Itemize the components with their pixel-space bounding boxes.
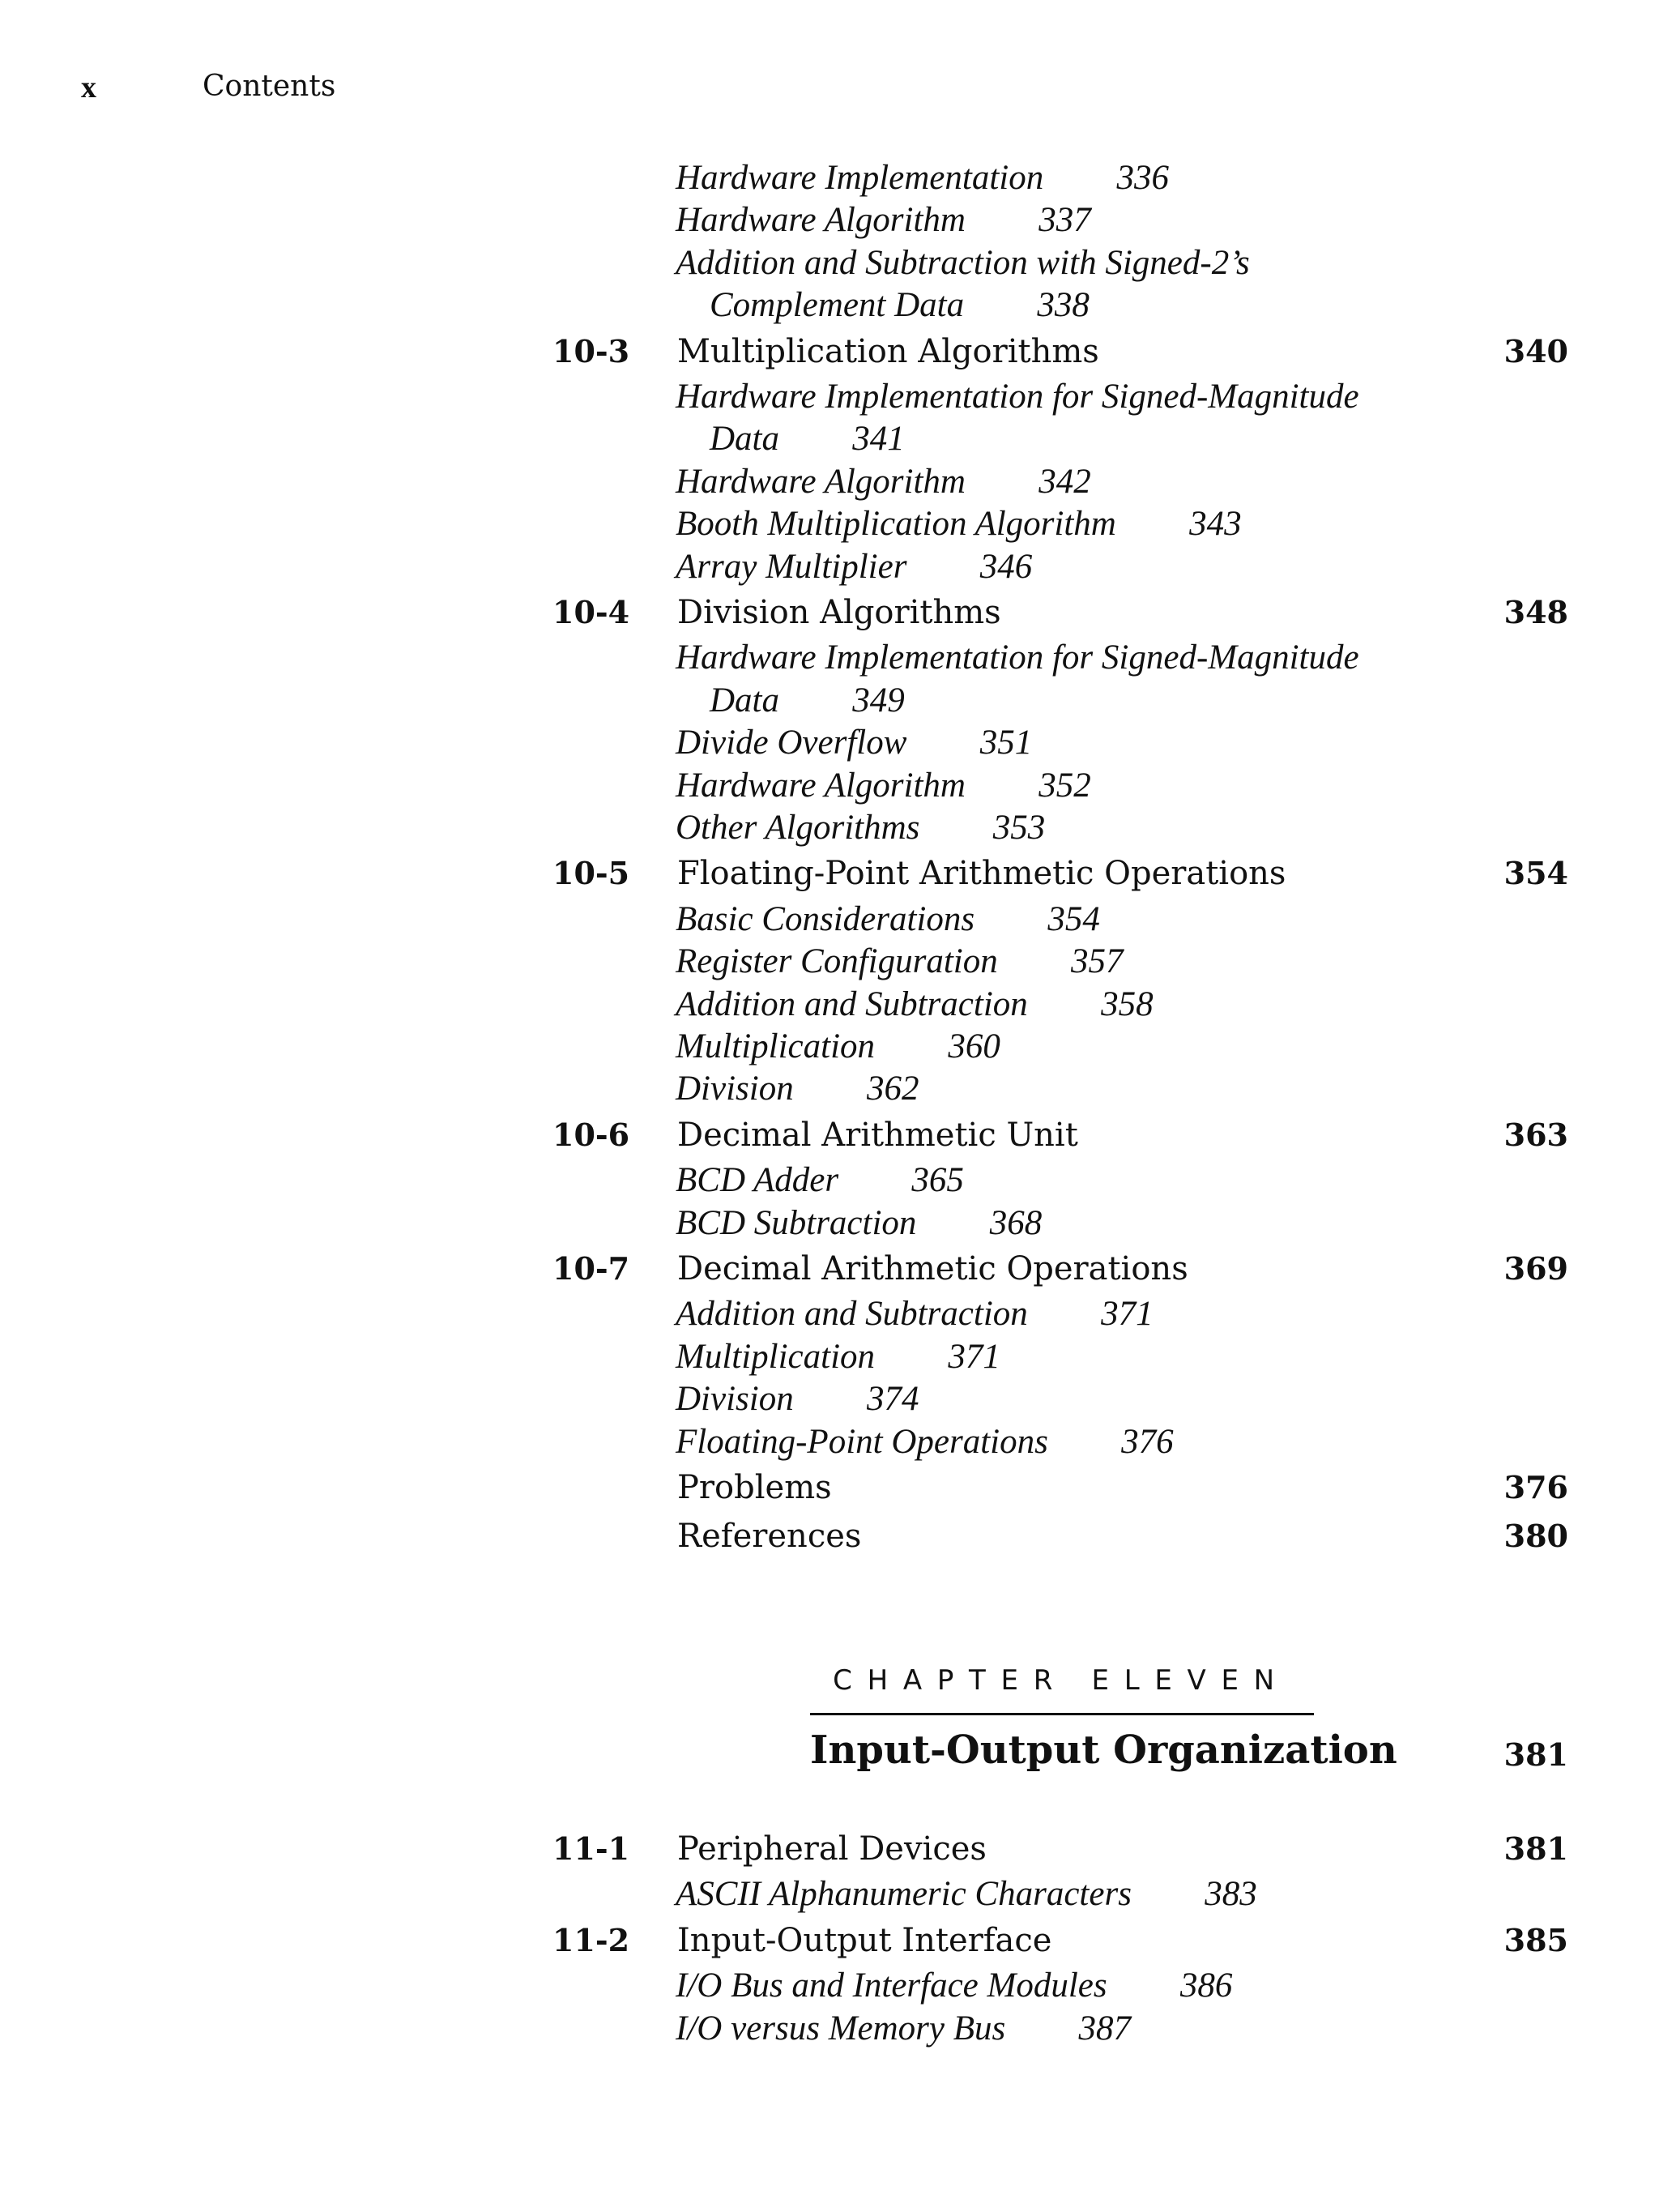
subsection-title: Booth Multiplication Algorithm [676, 505, 1116, 544]
chapter-label: CHAPTER ELEVEN [833, 1664, 1290, 1697]
subsection-page-number: 336 [1116, 159, 1170, 197]
subsection-entry [676, 1293, 1154, 1335]
subsection-title: Multiplication [676, 1027, 876, 1065]
section-number: 10-5 [552, 855, 630, 892]
subsection-entry [676, 1068, 919, 1110]
section-page-number: 369 [1503, 1250, 1568, 1287]
subsection-entry [676, 199, 1091, 241]
subsection-entry [676, 637, 1359, 679]
subsection-entry [676, 1026, 1000, 1068]
subsection-title: BCD Subtraction [676, 1203, 917, 1242]
subsection-entry [676, 1378, 919, 1420]
section-number: 11-1 [552, 1830, 630, 1867]
subsection-title: Data [710, 420, 779, 459]
subsection-title: Hardware Implementation [676, 159, 1044, 197]
subsection-title: Addition and Subtraction [676, 1295, 1028, 1334]
subsection-page-number: 351 [979, 724, 1033, 762]
subsection-page-number: 371 [1101, 1295, 1154, 1334]
subsection-entry [676, 546, 1032, 588]
chapter-title: Input-Output Organization [810, 1727, 1397, 1773]
subsection-entry [676, 984, 1154, 1026]
subsection-entry [710, 284, 1090, 327]
subsection-page-number: 386 [1179, 1966, 1233, 2005]
section-title: Multiplication Algorithms [677, 332, 1099, 370]
subsection-page-number: 362 [867, 1070, 919, 1108]
subsection-page-number: 357 [1071, 942, 1124, 981]
subsection-page-number: 368 [989, 1203, 1043, 1242]
subsection-title: I/O versus Memory Bus [676, 2009, 1006, 2048]
subsection-entry [676, 941, 1124, 983]
section-title: Peripheral Devices [677, 1830, 987, 1868]
subsection-page-number: 337 [1038, 201, 1091, 240]
subsection-title: Multiplication [676, 1337, 876, 1376]
section-title: Decimal Arithmetic Unit [677, 1116, 1078, 1154]
subsection-page-number: 341 [852, 420, 905, 459]
subsection-title: Hardware Implementation for Signed-Magnitude [676, 638, 1359, 677]
subsection-title: Hardware Algorithm [676, 462, 966, 501]
section-number: 10-3 [552, 332, 630, 369]
subsection-title: I/O Bus and Interface Modules [676, 1966, 1107, 2005]
section-title: Floating-Point Arithmetic Operations [677, 855, 1286, 893]
subsection-entry [676, 1202, 1042, 1245]
subsection-title: Complement Data [710, 286, 965, 325]
subsection-title: Floating-Point Operations [676, 1422, 1048, 1461]
page-number-roman: x [81, 70, 96, 105]
subsection-title: Data [710, 681, 779, 720]
section-page-number: 376 [1503, 1469, 1568, 1505]
subsection-entry [676, 1421, 1174, 1463]
section-number: 11-2 [552, 1921, 630, 1958]
section-title: Input-Output Interface [677, 1921, 1052, 1959]
subsection-page-number: 349 [852, 681, 905, 720]
subsection-entry [676, 376, 1359, 418]
subsection-page-number: 346 [979, 547, 1033, 586]
subsection-page-number: 342 [1038, 462, 1091, 501]
subsection-entry [676, 1873, 1257, 1915]
subsection-entry [676, 503, 1242, 545]
subsection-entry [676, 2008, 1131, 2050]
subsection-page-number: 338 [1037, 286, 1090, 325]
subsection-title: Other Algorithms [676, 809, 920, 847]
subsection-page-number: 352 [1038, 766, 1091, 805]
subsection-page-number: 383 [1205, 1875, 1257, 1914]
subsection-entry [676, 1159, 964, 1202]
subsection-title: Addition and Subtraction [676, 984, 1028, 1023]
section-page-number: 380 [1503, 1518, 1568, 1555]
subsection-entry [710, 680, 905, 722]
section-page-number: 381 [1503, 1830, 1568, 1867]
section-number: 10-6 [552, 1116, 630, 1153]
subsection-title: Divide Overflow [676, 724, 907, 762]
subsection-title: Register Configuration [676, 942, 998, 981]
chapter-rule [810, 1713, 1314, 1715]
subsection-entry [676, 722, 1032, 764]
running-header: Contents [203, 70, 336, 103]
subsection-page-number: 387 [1078, 2009, 1132, 2048]
section-title: References [677, 1518, 862, 1556]
subsection-entry [676, 807, 1045, 849]
section-title: Decimal Arithmetic Operations [677, 1250, 1188, 1287]
subsection-page-number: 343 [1189, 505, 1242, 544]
subsection-title: Hardware Algorithm [676, 766, 966, 805]
subsection-page-number: 371 [948, 1337, 1000, 1376]
section-title: Division Algorithms [677, 594, 1001, 631]
section-page-number: 340 [1503, 332, 1568, 369]
subsection-title: Array Multiplier [676, 547, 907, 586]
subsection-entry [676, 1336, 1000, 1378]
section-number: 10-4 [552, 594, 630, 630]
section-title: Problems [677, 1469, 832, 1506]
section-page-number: 354 [1503, 855, 1568, 892]
subsection-entry [676, 765, 1091, 807]
subsection-page-number: 358 [1101, 984, 1154, 1023]
subsection-title: Addition and Subtraction with Signed-2’s [676, 243, 1250, 282]
subsection-page-number: 376 [1121, 1422, 1174, 1461]
subsection-page-number: 365 [911, 1161, 964, 1200]
subsection-title: Division [676, 1070, 794, 1108]
subsection-entry [676, 242, 1250, 284]
subsection-entry [710, 418, 905, 460]
subsection-page-number: 353 [992, 809, 1046, 847]
subsection-title: Hardware Implementation for Signed-Magnitude [676, 378, 1359, 416]
subsection-entry [676, 461, 1091, 503]
subsection-page-number: 374 [867, 1380, 919, 1419]
subsection-entry [676, 157, 1169, 199]
section-page-number: 348 [1503, 594, 1568, 630]
subsection-title: ASCII Alphanumeric Characters [676, 1875, 1132, 1914]
chapter-page-number: 381 [1503, 1736, 1568, 1773]
subsection-title: BCD Adder [676, 1161, 839, 1200]
section-number: 10-7 [552, 1250, 630, 1287]
subsection-title: Hardware Algorithm [676, 201, 966, 240]
subsection-entry [676, 899, 1100, 941]
section-page-number: 363 [1503, 1116, 1568, 1153]
subsection-entry [676, 1965, 1232, 2007]
subsection-page-number: 360 [948, 1027, 1000, 1065]
subsection-title: Division [676, 1380, 794, 1419]
section-page-number: 385 [1503, 1921, 1568, 1958]
subsection-title: Basic Considerations [676, 899, 975, 938]
subsection-page-number: 354 [1047, 899, 1100, 938]
